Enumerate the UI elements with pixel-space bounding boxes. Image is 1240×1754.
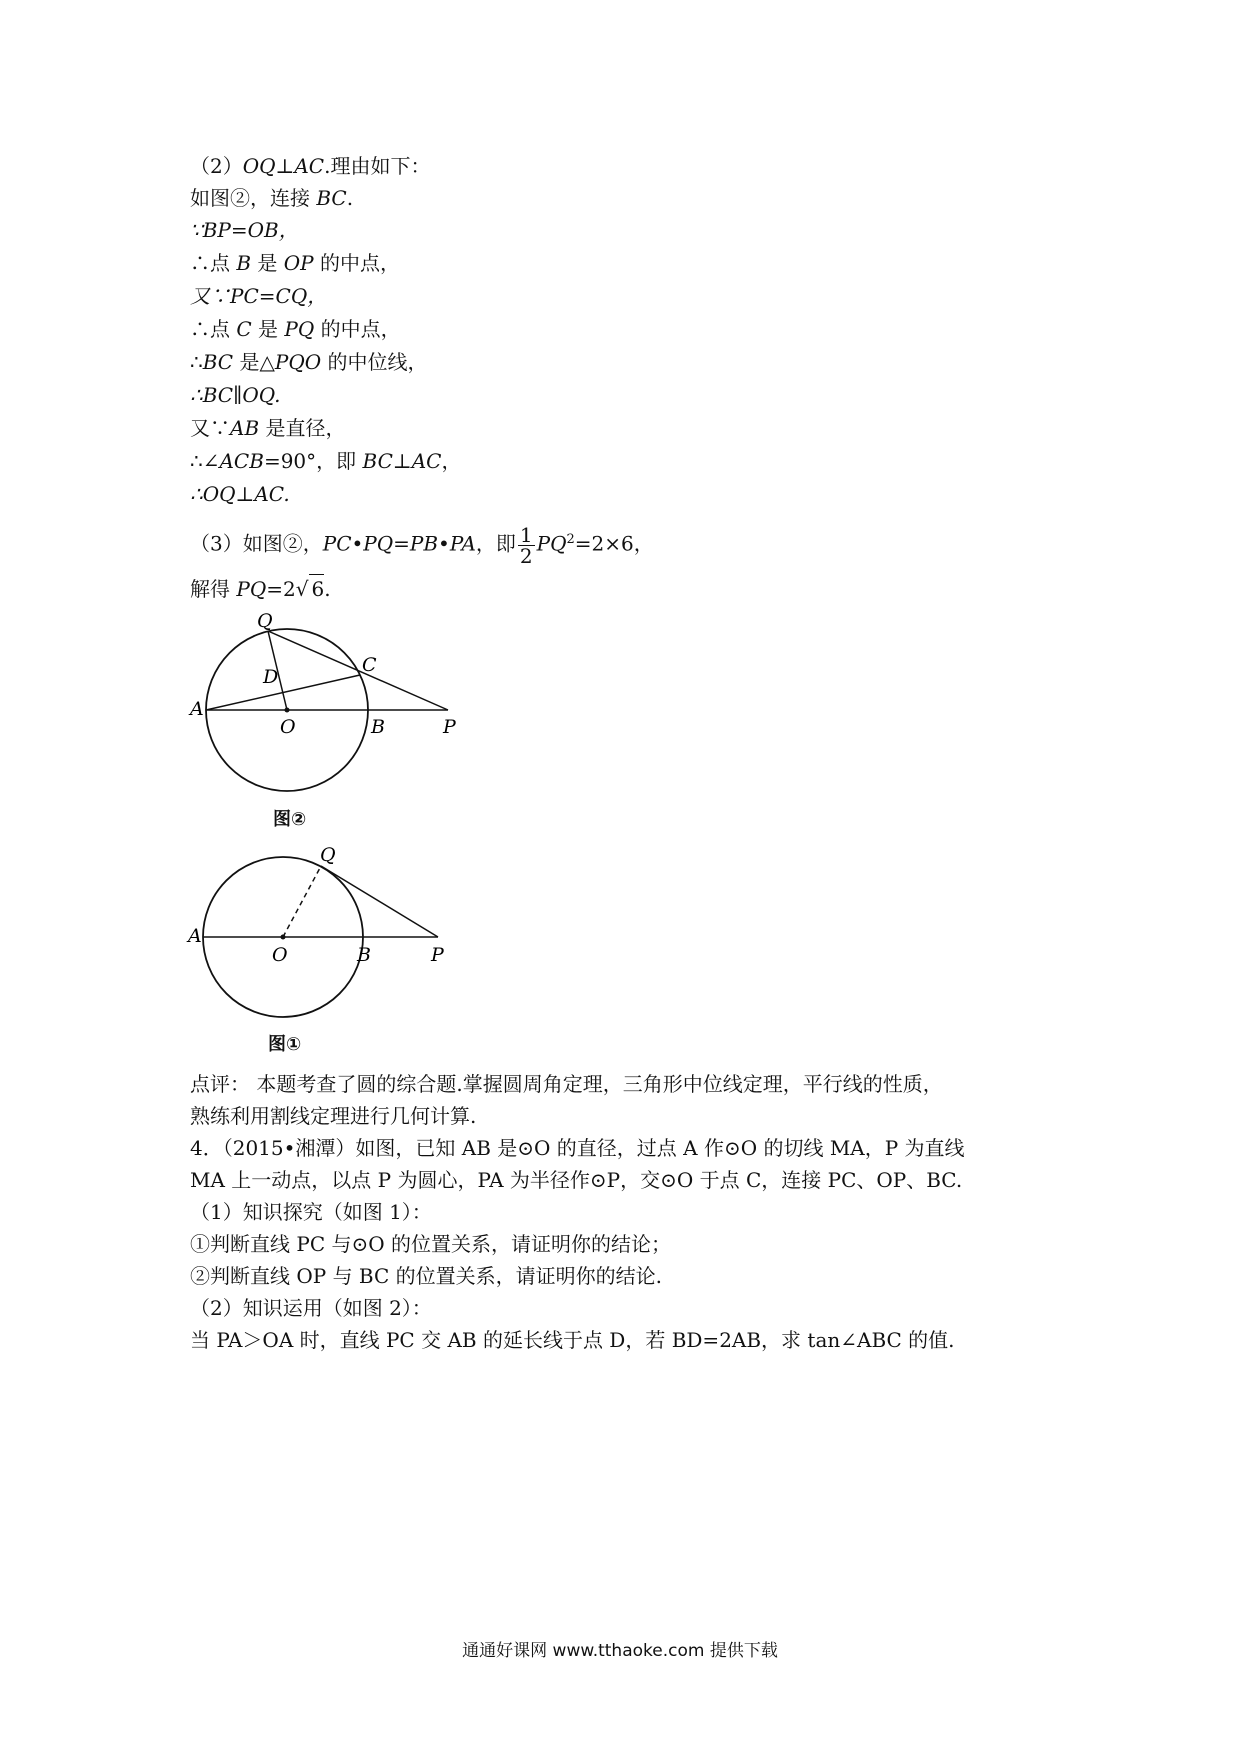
problem4-line-2: MA 上一动点，以点 P 为圆心，PA 为半径作⊙P，交⊙O 于点 C，连接 PC、OP、BC.	[190, 1168, 963, 1192]
part-label: （2）	[190, 154, 243, 178]
math-expr: PC•PQ=PB•PA	[322, 531, 476, 556]
part2-line-3	[190, 216, 299, 244]
text: 是	[251, 317, 285, 341]
math-expr: BC	[202, 350, 234, 374]
label-p: P	[443, 716, 456, 738]
label-d: D	[263, 666, 279, 688]
text: 的中位线，	[321, 350, 428, 374]
text: =2×6，	[574, 531, 654, 556]
text: =2	[266, 577, 296, 601]
part2-line-11	[190, 480, 290, 508]
problem4-line-4: ①判断直线 PC 与⊙O 的位置关系，请证明你的结论；	[190, 1232, 671, 1256]
label-c: C	[362, 654, 377, 676]
text: 又∵	[190, 416, 230, 440]
part2-line-8	[190, 381, 281, 409]
center-dot	[281, 935, 286, 940]
text: 的中点，	[313, 251, 400, 275]
center-dot	[285, 708, 290, 713]
text: 是直径，	[259, 416, 346, 440]
text: 的中点，	[314, 317, 401, 341]
math-expr: ACB	[219, 449, 264, 473]
label-a: A	[188, 925, 202, 947]
part2-line-4	[190, 249, 400, 277]
text: ，	[441, 449, 462, 473]
fraction-numerator: 1	[519, 522, 533, 547]
text: .	[324, 577, 331, 601]
sqrt-radicand: 6	[309, 574, 324, 603]
label-o: O	[280, 716, 296, 738]
math-expr: PQ	[536, 531, 567, 556]
math-expr: OQ⊥AC	[242, 154, 325, 178]
math-expr: ∵BP=OB，	[190, 218, 299, 242]
text: ∴点	[190, 251, 237, 275]
text: .理由如下：	[324, 154, 431, 178]
dashed-oq	[283, 866, 321, 937]
text: 是	[251, 251, 284, 275]
label-q: Q	[320, 844, 336, 866]
math-expr: OP	[283, 251, 314, 275]
line-qp	[268, 631, 448, 710]
problem4-line-6: （2）知识运用（如图 2）：	[190, 1296, 432, 1320]
math-expr: C	[236, 317, 252, 341]
math-expr: AC	[411, 449, 442, 473]
part3-line-1	[190, 518, 654, 566]
line-qp	[321, 866, 438, 937]
text: （3）如图②，	[190, 531, 323, 556]
math-expr: B	[236, 251, 252, 275]
comment-line-2: 熟练利用割线定理进行几何计算.	[190, 1104, 477, 1128]
problem4-line-5: ②判断直线 OP 与 BC 的位置关系，请证明你的结论.	[190, 1264, 663, 1288]
figure-2	[180, 605, 470, 815]
math-expr: ∴BC∥OQ.	[190, 383, 281, 407]
superscript: 2	[566, 532, 575, 547]
problem4-line-3: （1）知识探究（如图 1）：	[190, 1200, 432, 1224]
math-expr: BC	[316, 186, 347, 210]
sqrt-sign: √	[295, 577, 309, 601]
text: ∴	[190, 350, 203, 374]
text: ⊥	[392, 449, 412, 473]
math-expr: PQO	[274, 350, 322, 374]
part2-line-7	[190, 348, 427, 376]
text: ∴点	[190, 317, 237, 341]
math-expr: AB	[230, 416, 260, 440]
part3-line-2	[190, 574, 331, 603]
text: 如图②，连接	[190, 186, 317, 210]
figure-1-diagram	[180, 840, 470, 1040]
text: =90°，即	[263, 449, 363, 473]
fraction	[518, 522, 535, 568]
label-p: P	[431, 944, 444, 966]
label-a: A	[190, 698, 204, 720]
problem4-line-7: 当 PA＞OA 时，直线 PC 交 AB 的延长线于点 D，若 BD=2AB，求 tan∠ABC 的值.	[190, 1328, 955, 1352]
fraction-denominator: 2	[519, 543, 533, 568]
math-expr: 又∵PC=CQ，	[190, 284, 328, 308]
text: 解得	[190, 577, 237, 601]
comment-line-1: 点评： 本题考查了圆的综合题.掌握圆周角定理，三角形中位线定理，平行线的性质，	[190, 1072, 943, 1096]
label-o: O	[272, 944, 288, 966]
part2-line-6	[190, 315, 401, 343]
figure-1-caption: 图①	[268, 1034, 302, 1055]
figure-2-caption: 图②	[273, 809, 307, 830]
footer: 通通好课网 www.tthaoke.com 提供下载	[462, 1641, 778, 1661]
text: 是△	[233, 350, 275, 374]
label-b: B	[371, 716, 385, 738]
math-expr: PQ	[284, 317, 315, 341]
problem4-line-1: 4．（2015•湘潭）如图，已知 AB 是⊙O 的直径，过点 A 作⊙O 的切线 MA，P 为直线	[190, 1136, 965, 1160]
text: ，即	[475, 531, 516, 556]
part2-line-2	[190, 184, 353, 212]
label-q: Q	[257, 610, 273, 632]
text: ∴∠	[190, 449, 220, 473]
math-expr: ∴OQ⊥AC.	[190, 482, 290, 506]
part2-line-9	[190, 414, 346, 442]
math-expr: BC	[362, 449, 393, 473]
figure-2-diagram	[180, 605, 470, 815]
text: .	[346, 186, 354, 210]
label-b: B	[357, 944, 371, 966]
part2-line-5	[190, 282, 327, 310]
math-expr: PQ	[236, 577, 267, 601]
part2-line-1	[190, 152, 430, 180]
part2-line-10	[190, 447, 461, 475]
figure-1	[180, 840, 470, 1040]
line-ac	[206, 675, 360, 710]
